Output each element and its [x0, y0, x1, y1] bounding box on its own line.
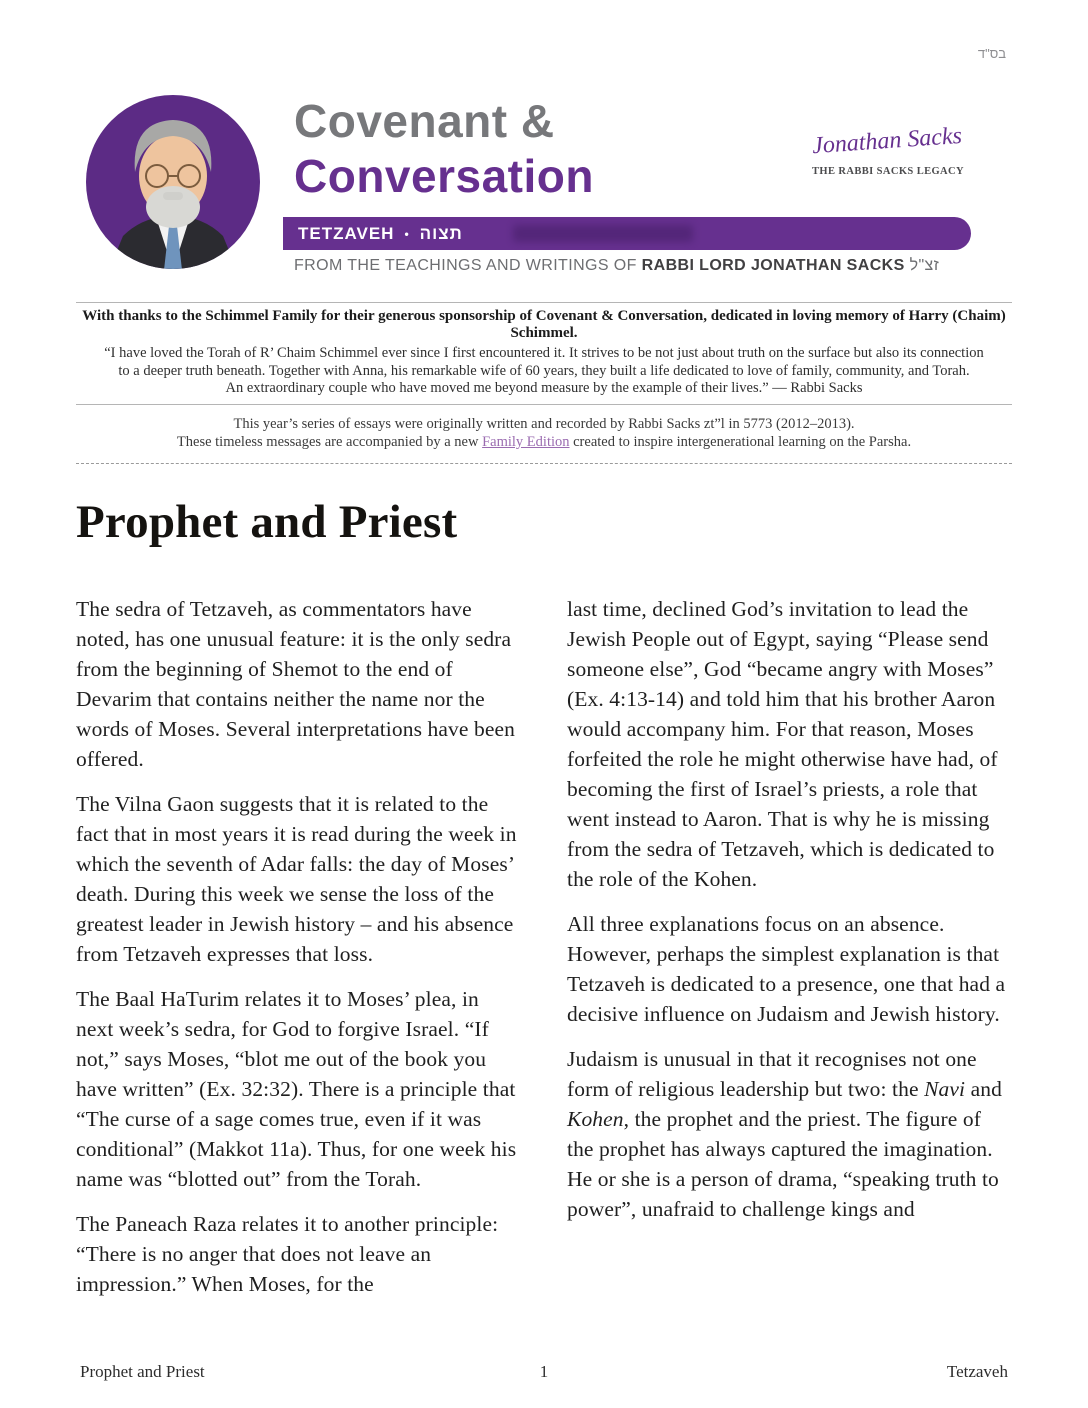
footer-parsha-name: Tetzaveh — [946, 1362, 1008, 1381]
masthead — [0, 0, 1088, 302]
tagline-hebrew-honorific: זצ"ל — [909, 257, 940, 274]
signature-icon — [808, 120, 968, 160]
banner-parsha-name: TETZAVEH — [298, 223, 395, 243]
footer-page-number: 1 — [539, 1362, 549, 1381]
tagline-name: RABBI LORD JONATHAN SACKS — [641, 257, 905, 274]
rabbi-sacks-legacy-logo — [806, 120, 970, 177]
sponsorship-quote-line: “I have loved the Torah of R’ Chaim Schimmel ever since I first encountered it. It strives to be not just about truth on the surface but also its connection — [104, 345, 984, 361]
legacy-caption: THE RABBI SACKS LEGACY — [811, 166, 965, 177]
banner-bullet-icon: • — [404, 226, 410, 241]
brand-title-line2: Conversation — [294, 150, 594, 202]
series-note — [0, 405, 1088, 463]
italic-term-kohen: Kohen — [567, 1106, 624, 1131]
tagline — [294, 257, 939, 275]
paragraph: All three explanations focus on an absence. However, perhaps the simplest explanation is that Tetzaveh is dedicated to a presence, one that had a decisive influence on Judaism and Jewish history. — [567, 911, 1006, 1026]
signature-text: Jonathan Sacks — [811, 122, 963, 160]
sponsorship-note — [0, 303, 1088, 404]
brand-title-line1: Covenant & — [294, 95, 555, 147]
italic-term-navi: Navi — [924, 1076, 966, 1101]
paragraph: The sedra of Tetzaveh, as commentators have noted, has one unusual feature: it is the only sedra from the beginning of Shemot to the end of Devarim that contains neither the name nor the words of Moses. Several interpretations have been offered. — [76, 596, 515, 771]
series-note-line2-prefix: These timeless messages are accompanied by a new — [176, 434, 483, 450]
sponsorship-quote-line: An extraordinary couple who have moved me beyond measure by the example of their lives.” — Rabbi Sacks — [225, 380, 863, 396]
article-body — [76, 594, 1012, 1314]
footer-essay-title: Prophet and Priest — [80, 1362, 205, 1381]
paragraph: The Vilna Gaon suggests that it is related to the fact that in most years it is read during the week in which the seventh of Adar falls: the day of Moses’ death. During this week we sense the loss of the greatest leader in Jewish history – and his absence from Tetzaveh expresses that loss. — [76, 791, 517, 966]
sponsorship-heading: With thanks to the Schimmel Family for their generous sponsorship of Covenant & Conversation, dedicated in loving memory of Harry (Chaim) Schimmel. — [82, 308, 1006, 341]
brand-title — [294, 94, 594, 204]
divider-dashed — [76, 463, 1012, 464]
series-note-line1: This year’s series of essays were originally written and recorded by Rabbi Sacks zt”l in 5773 (2012–2013). — [233, 415, 855, 432]
sponsorship-quote-line: to a deeper truth beneath. Together with Anna, his remarkable wife of 60 years, they built a life dedicated to love of family, community, and Torah. — [118, 362, 970, 379]
paragraph-segment: and — [965, 1076, 1002, 1101]
tagline-prefix: FROM THE TEACHINGS AND WRITINGS OF — [294, 257, 642, 274]
banner-parsha-hebrew: תצוה — [419, 223, 463, 243]
page-title: Prophet and Priest — [76, 495, 458, 548]
paragraph: last time, declined God’s invitation to lead the Jewish People out of Egypt, saying “Please send someone else”, God “became angry with Moses” (Ex. 4:13-14) and told him that his brother Aaron would accompany him. For that reason, Moses forfeited the role he might otherwise have had, of becoming the first of Israel’s priests, a role that went instead to Aaron. That is why he is missing from the sedra of Tetzaveh, which is dedicated to the role of the Kohen. — [567, 596, 998, 891]
bsd-hebrew-mark: בס"ד — [977, 46, 1006, 61]
rabbi-sacks-photo — [85, 94, 261, 270]
page-footer — [80, 1362, 1008, 1382]
parsha-banner — [283, 217, 971, 250]
paragraph-segment: Judaism is unusual in that it recognises not one form of religious leadership but two: the — [567, 1046, 977, 1101]
paragraph: The Paneach Raza relates it to another principle: “There is no anger that does not leave an impression.” When Moses, for the — [76, 1211, 499, 1296]
series-note-line2 — [82, 433, 1006, 452]
paragraph-segment: , the prophet and the priest. The figure of the prophet has always captured the imagination. He or she is a person of drama, “speaking truth to power”, unafraid to challenge kings and — [567, 1106, 999, 1221]
banner-ghost-watermark — [513, 225, 693, 242]
series-note-line2-suffix: created to inspire intergenerational learning on the Parsha. — [569, 434, 912, 450]
family-edition-link[interactable]: Family Edition — [482, 434, 570, 450]
paragraph — [567, 1044, 1012, 1224]
paragraph: The Baal HaTurim relates it to Moses’ plea, in next week’s sedra, for God to forgive Israel. “If not,” says Moses, “blot me out of the book you have written” (Ex. 32:32). There is a principle that “The curse of a sage comes true, even if it was conditional” (Makkot 11a). Thus, for one week his name was “blotted out” from the Torah. — [76, 986, 517, 1191]
portrait-illustration — [85, 94, 261, 270]
column-left — [76, 594, 521, 1314]
column-right — [567, 594, 1012, 1314]
